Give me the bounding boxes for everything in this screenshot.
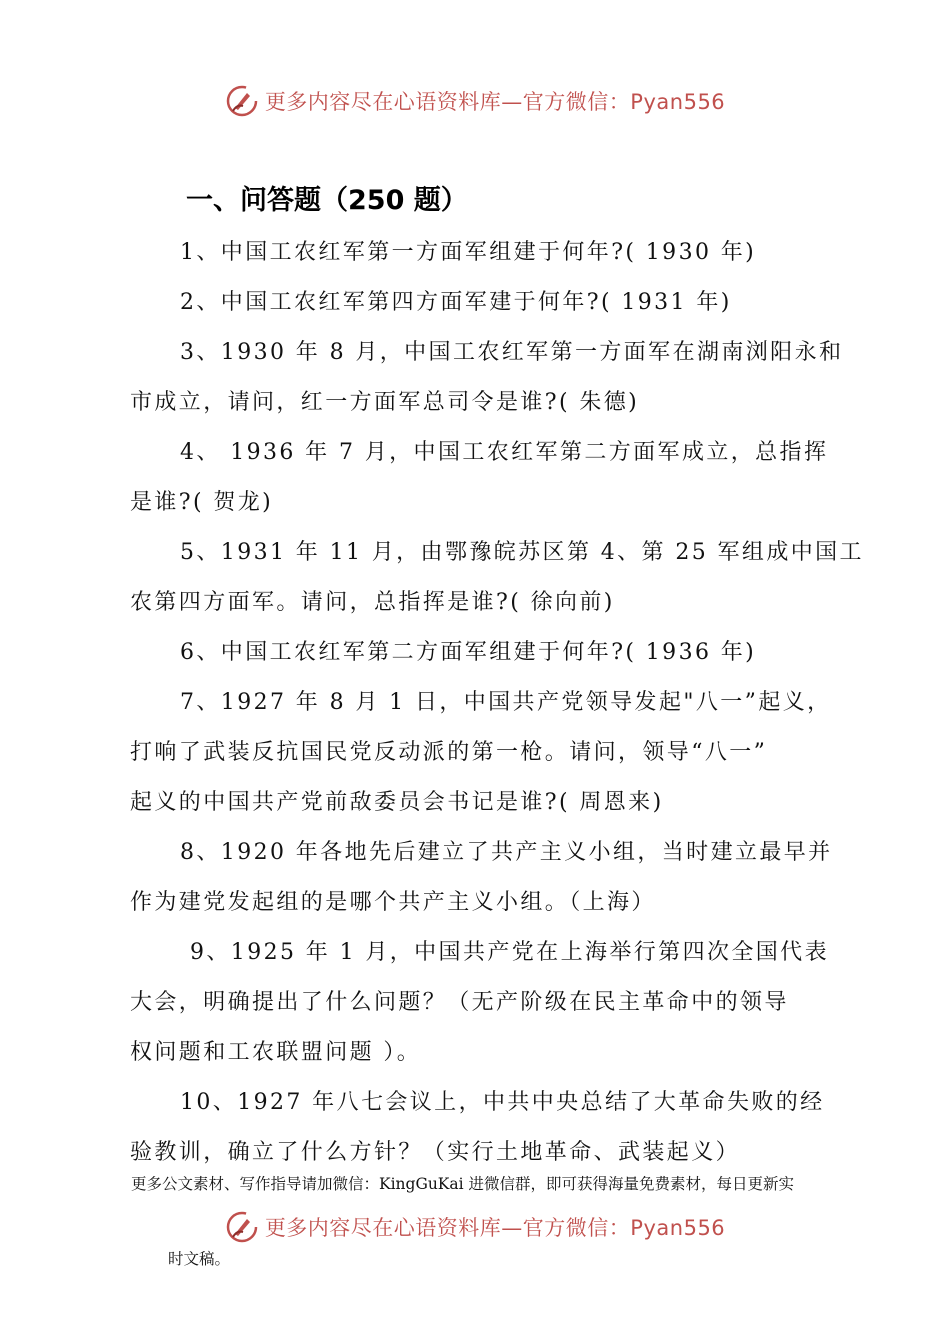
watermark-text: 更多内容尽在心语资料库—官方微信：Pyan556 xyxy=(264,90,726,114)
logo-pen-swirl-icon xyxy=(225,84,259,118)
watermark-footer xyxy=(0,1210,950,1244)
text-line: 5、1931 年 11 月，由鄂豫皖苏区第 4、第 25 军组成中国工 xyxy=(180,540,864,565)
text-line: 大会，明确提出了什么问题？（无产阶级在民主革命中的领导 xyxy=(130,990,789,1015)
text-line: 起义的中国共产党前敌委员会书记是谁?( 周恩来) xyxy=(130,790,664,815)
section-heading: 一、问答题（250 题） xyxy=(186,185,468,216)
text-line: 验教训，确立了什么方针？（实行土地革命、武装起义） xyxy=(130,1140,741,1165)
text-line: 6、中国工农红军第二方面军组建于何年?( 1936 年) xyxy=(180,640,757,665)
footer-note: 更多公文素材、写作指导请加微信：KingGuKai 进微信群，即可获得海量免费素材，每日更新实 xyxy=(131,1175,795,1193)
watermark-header xyxy=(0,84,950,118)
text-line: 打响了武装反抗国民党反动派的第一枪。请问，领导“八一” xyxy=(130,740,768,765)
text-line: 3、1930 年 8 月，中国工农红军第一方面军在湖南浏阳永和 xyxy=(180,340,844,365)
text-line: 1、中国工农红军第一方面军组建于何年?( 1930 年) xyxy=(180,240,757,265)
text-line: 9、1925 年 1 月，中国共产党在上海举行第四次全国代表 xyxy=(190,940,829,965)
text-line: 10、1927 年八七会议上，中共中央总结了大革命失败的经 xyxy=(180,1090,825,1115)
text-line: 权问题和工农联盟问题 ）。 xyxy=(130,1040,422,1065)
watermark-text: 更多内容尽在心语资料库—官方微信：Pyan556 xyxy=(264,1216,726,1240)
text-line: 市成立，请问，红一方面军总司令是谁?( 朱德) xyxy=(130,390,640,415)
text-line: 7、1927 年 8 月 1 日，中国共产党领导发起"八一”起义， xyxy=(180,690,832,715)
text-line: 4、 1936 年 7 月，中国工农红军第二方面军成立，总指挥 xyxy=(180,440,829,465)
text-line: 8、1920 年各地先后建立了共产主义小组，当时建立最早并 xyxy=(180,840,833,865)
text-line: 农第四方面军。请问，总指挥是谁?( 徐向前) xyxy=(130,590,615,615)
text-line: 是谁?( 贺龙) xyxy=(130,490,274,515)
footer-note-continued: 时文稿。 xyxy=(168,1250,231,1268)
text-line: 2、中国工农红军第四方面军建于何年?( 1931 年) xyxy=(180,290,732,315)
logo-pen-swirl-icon xyxy=(225,1210,259,1244)
text-line: 作为建党发起组的是哪个共产主义小组。（上海） xyxy=(130,890,656,915)
